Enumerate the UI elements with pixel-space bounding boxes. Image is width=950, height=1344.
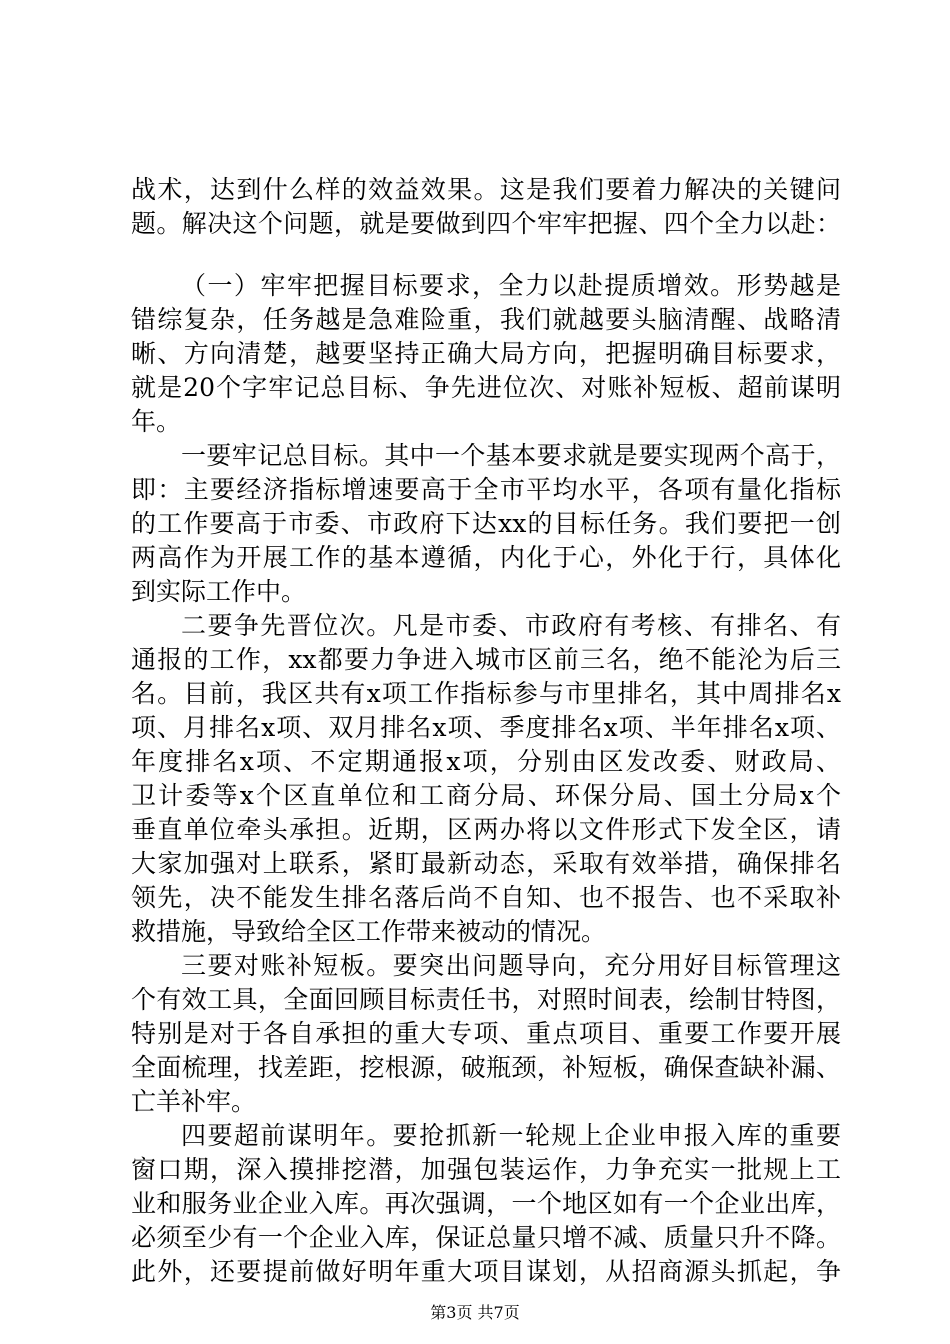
paragraph-first-line: 一要牢记总目标。其中一个基本要求就是要实现两个高于， — [181, 441, 841, 470]
text-line: 错综复杂，任务越是急难险重，我们就越要头脑清醒、战略清 — [131, 305, 841, 334]
text-line: 年。 — [131, 407, 182, 436]
text-line: 题。解决这个问题，就是要做到四个牢牢把握、四个全力以赴： — [131, 209, 841, 238]
text-line: 领先，决不能发生排名落后尚不自知、也不报告、也不采取补 — [131, 883, 841, 912]
paragraph-first-line: 三要对账补短板。要突出问题导向，充分用好目标管理这 — [181, 951, 841, 980]
text-line: 晰、方向清楚，越要坚持正确大局方向，把握明确目标要求， — [131, 339, 841, 368]
text-line: 即：主要经济指标增速要高于全市平均水平，各项有量化指标 — [131, 475, 841, 504]
text-line: 此外，还要提前做好明年重大项目谋划，从招商源头抓起，争 — [131, 1257, 841, 1286]
text-line: 名。目前，我区共有x项工作指标参与市里排名，其中周排名x — [131, 679, 841, 708]
page-footer: 第3页 共7页 — [430, 1303, 520, 1322]
text-line: 业和服务业企业入库。再次强调，一个地区如有一个企业出库， — [131, 1189, 841, 1218]
text-line: 两高作为开展工作的基本遵循，内化于心，外化于行，具体化 — [131, 543, 841, 572]
text-line: 亡羊补牢。 — [131, 1087, 257, 1116]
text-line: 战术，达到什么样的效益效果。这是我们要着力解决的关键问 — [131, 175, 841, 204]
section-heading: （一）牢牢把握目标要求，全力以赴提质增效。形势越是 — [181, 271, 841, 300]
text-line: 年度排名x项、不定期通报x项，分别由区发改委、财政局、 — [131, 747, 841, 776]
text-line: 救措施，导致给全区工作带来被动的情况。 — [131, 917, 607, 946]
text-line: 特别是对于各自承担的重大专项、重点项目、重要工作要开展 — [131, 1019, 841, 1048]
paragraph-first-line: 四要超前谋明年。要抢抓新一轮规上企业申报入库的重要 — [181, 1121, 841, 1150]
text-line: 窗口期，深入摸排挖潜，加强包装运作，力争充实一批规上工 — [131, 1155, 841, 1184]
text-line: 全面梳理，找差距，挖根源，破瓶颈，补短板，确保查缺补漏、 — [131, 1053, 841, 1082]
text-line: 大家加强对上联系，紧盯最新动态，采取有效举措，确保排名 — [131, 849, 841, 878]
text-line: 卫计委等x个区直单位和工商分局、环保分局、国土分局x个 — [131, 781, 841, 810]
text-line: 的工作要高于市委、市政府下达xx的目标任务。我们要把一创 — [131, 509, 841, 538]
text-line: 个有效工具，全面回顾目标责任书，对照时间表，绘制甘特图， — [131, 985, 841, 1014]
text-line: 就是20个字牢记总目标、争先进位次、对账补短板、超前谋明 — [131, 373, 841, 402]
text-line: 通报的工作，xx都要力争进入城市区前三名，绝不能沦为后三 — [131, 645, 841, 674]
text-line: 项、月排名x项、双月排名x项、季度排名x项、半年排名x项、 — [131, 713, 841, 742]
paragraph-first-line: 二要争先晋位次。凡是市委、市政府有考核、有排名、有 — [181, 611, 841, 640]
text-line: 垂直单位牵头承担。近期，区两办将以文件形式下发全区，请 — [131, 815, 841, 844]
text-line: 必须至少有一个企业入库，保证总量只增不减、质量只升不降。 — [131, 1223, 841, 1252]
text-line: 到实际工作中。 — [131, 577, 307, 606]
